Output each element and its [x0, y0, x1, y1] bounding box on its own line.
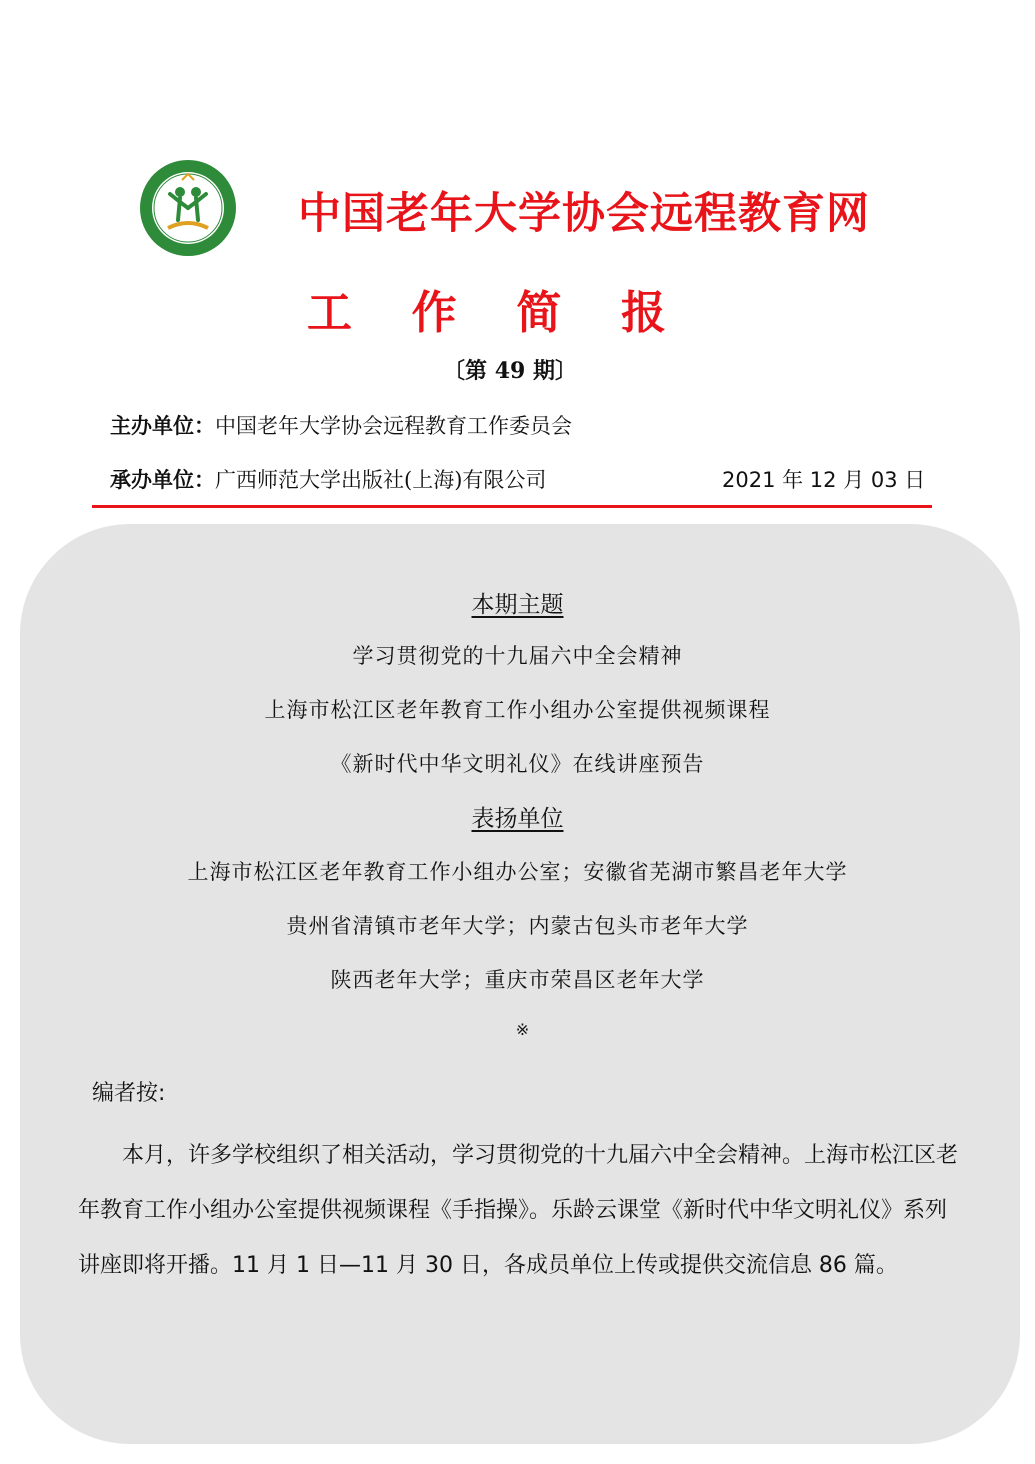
topic-heading: 本期主题: [471, 592, 564, 618]
topic-item: 《新时代中华文明礼仪》在线讲座预告: [330, 752, 705, 776]
org-title: 中国老年大学协会远程教育网: [298, 189, 870, 239]
organizer-value: 广西师范大学出版社(上海)有限公司: [215, 468, 547, 492]
association-logo: [138, 158, 238, 258]
praised-unit-line: 上海市松江区老年教育工作小组办公室；安徽省芜湖市繁昌老年大学: [187, 860, 848, 884]
logo-emblem-icon: [138, 158, 238, 258]
issue-date: 2021 年 12 月 03 日: [722, 468, 926, 492]
section-separator: ※: [515, 1020, 530, 1039]
praised-unit-line: 陕西老年大学；重庆市荣昌区老年大学: [330, 968, 705, 992]
topic-item: 上海市松江区老年教育工作小组办公室提供视频课程: [264, 698, 771, 722]
editor-note-label: 编者按:: [92, 1081, 166, 1106]
host-row: [110, 410, 572, 440]
praise-heading: 表扬单位: [471, 806, 564, 832]
organizer-label: 承办单位：: [110, 467, 215, 492]
brief-title: 工 作 简 报: [307, 286, 688, 339]
header-divider: [92, 505, 932, 508]
topic-item: 学习贯彻党的十九届六中全会精神: [352, 644, 683, 668]
editor-note-text: 本月，许多学校组织了相关活动，学习贯彻党的十九届六中全会精神。上海市松江区老年教育工作小组办公室提供视频课程《手指操》。乐龄云课堂《新时代中华文明礼仪》系列讲座即将开播。11 月 1 日—11 月 30 日，各成员单位上传或提供交流信息 86 篇。: [78, 1143, 959, 1278]
issue-number: 〔第 49 期〕: [443, 358, 577, 384]
editor-note: [78, 1128, 963, 1293]
host-value: 中国老年大学协会远程教育工作委员会: [215, 414, 572, 438]
organizer-row: [110, 464, 546, 494]
host-label: 主办单位：: [110, 413, 215, 438]
praised-unit-line: 贵州省清镇市老年大学；内蒙古包头市老年大学: [286, 914, 749, 938]
